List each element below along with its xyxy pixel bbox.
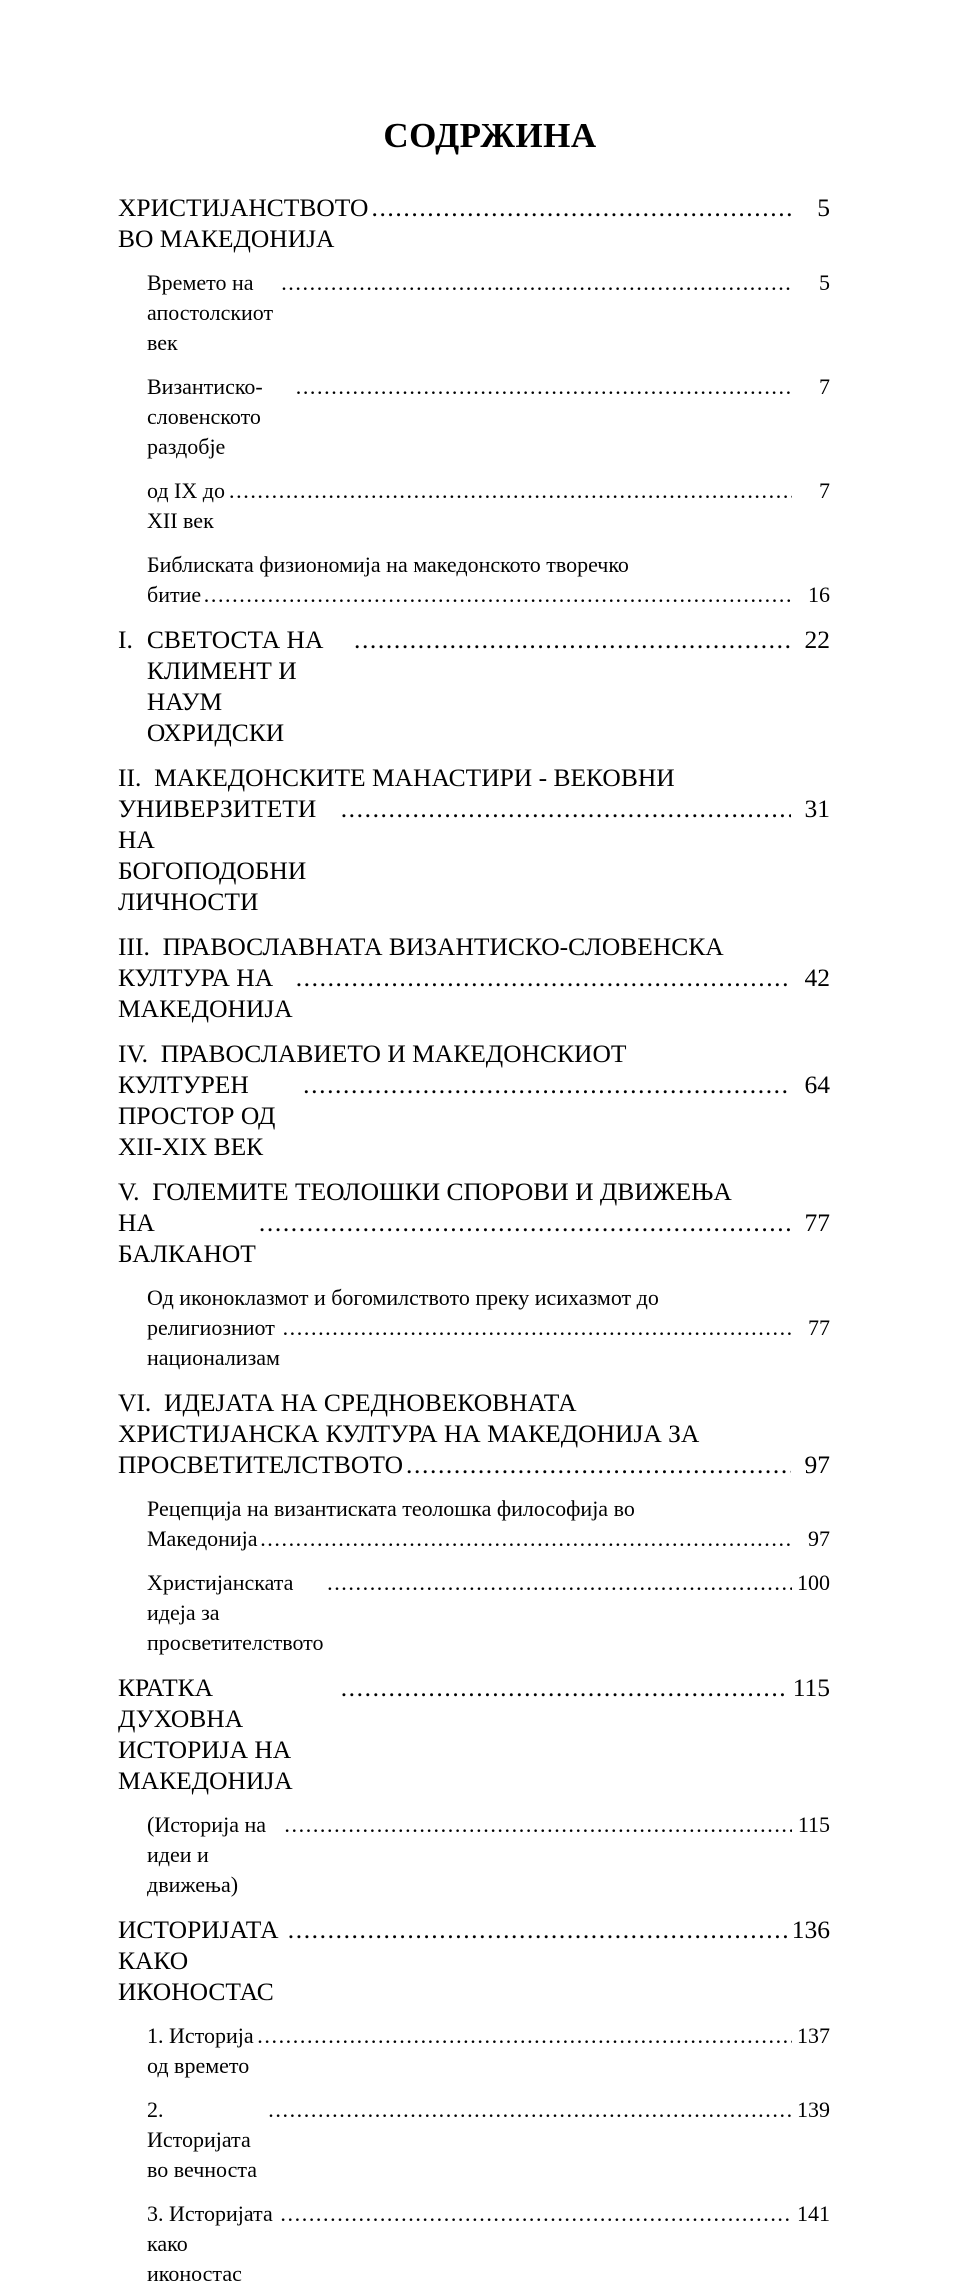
- toc-entry-label: религиозниот национализам: [147, 1315, 281, 1370]
- toc-entry-row: [118, 1207, 830, 1269]
- dot-leader: [288, 1914, 787, 1945]
- toc-entry-row: [118, 624, 830, 748]
- toc-entry-label: КУЛТУРА НА МАКЕДОНИЈА: [118, 963, 293, 1023]
- dot-leader: [296, 372, 792, 402]
- toc-entry-row: [147, 1568, 830, 1658]
- toc-entry-label: Византиско-словенското раздобје: [147, 374, 267, 459]
- toc-entry-row: [118, 192, 830, 254]
- toc-entry-page-number: 7: [819, 374, 830, 399]
- toc-entry-label: од IX до XII век: [147, 478, 231, 533]
- toc-entry-row: [147, 580, 830, 610]
- dot-leader: [341, 793, 792, 824]
- toc-entry[interactable]: [147, 1568, 830, 1658]
- toc-entry[interactable]: [147, 476, 830, 536]
- dot-leader: [371, 192, 791, 223]
- dot-leader: [354, 624, 791, 655]
- toc-entry[interactable]: [118, 1914, 830, 2007]
- toc-entry-row: [147, 2021, 830, 2081]
- toc-entry-label: (Историја на идеи и движења): [147, 1812, 272, 1897]
- toc-entry-label: КУЛТУРЕН ПРОСТОР ОД XII-XIX ВЕК: [118, 1070, 282, 1161]
- dot-leader: [303, 1069, 791, 1100]
- dot-leader: [259, 1207, 792, 1238]
- toc-entry-page-number: 5: [817, 193, 830, 222]
- toc-entry-label: 3. Историјата како иконостас: [147, 2201, 279, 2286]
- toc-entry-line: V. ГОЛЕМИТЕ ТЕОЛОШКИ СПОРОВИ И ДВИЖЕЊА: [118, 1177, 732, 1206]
- dot-leader: [406, 1449, 791, 1480]
- toc-entry-row: [118, 1672, 830, 1796]
- toc-entry-label: битие: [147, 582, 202, 607]
- dot-leader: [260, 1524, 792, 1554]
- toc-entry-label: УНИВЕРЗИТЕТИ НА БОГОПОДОБНИ ЛИЧНОСТИ: [118, 794, 323, 916]
- toc-entry-row: [147, 268, 830, 358]
- dot-leader: [204, 580, 792, 610]
- toc-entry-page-number: 97: [808, 1526, 830, 1551]
- toc-entry[interactable]: [147, 2021, 830, 2081]
- toc-entry-label: НА БАЛКАНОТ: [118, 1208, 256, 1268]
- toc-entry-line: VI. ИДЕЈАТА НА СРЕДНОВЕКОВНАТА: [118, 1388, 577, 1417]
- toc-entry-page-number: 97: [804, 1450, 830, 1479]
- toc-entry-page-number: 115: [792, 1673, 830, 1702]
- toc-entry-line: IV. ПРАВОСЛАВИЕТО И МАКЕДОНСКИОТ: [118, 1039, 627, 1068]
- toc-entry[interactable]: [147, 372, 830, 462]
- dot-leader: [257, 2021, 792, 2051]
- toc-entry[interactable]: [147, 550, 830, 610]
- toc-entry-page-number: 115: [797, 1812, 830, 1837]
- dot-leader: [296, 962, 792, 993]
- toc-entry-numeral: I.: [118, 625, 133, 654]
- toc-entry[interactable]: [118, 762, 830, 917]
- toc-entry-line: II. МАКЕДОНСКИТЕ МАНАСТИРИ - ВЕКОВНИ: [118, 763, 675, 792]
- toc-entry-label: КРАТКА ДУХОВНА ИСТОРИЈА НА МАКЕДОНИЈА: [118, 1673, 298, 1795]
- dot-leader: [283, 1313, 792, 1343]
- toc-entry-page-number: 42: [804, 963, 830, 992]
- toc-entry[interactable]: [147, 1494, 830, 1554]
- toc-entry[interactable]: [118, 1176, 830, 1269]
- toc-entry-label: 1. Историја од времето: [147, 2023, 260, 2078]
- toc-entry-page-number: 100: [797, 1570, 830, 1595]
- toc-entry-row: [147, 1810, 830, 1900]
- dot-leader: [281, 268, 792, 298]
- toc-entry-label: ПРОСВЕТИТЕЛСТВОТО: [118, 1450, 403, 1479]
- toc-entry-row: [147, 372, 830, 462]
- toc-entry-row: [118, 1914, 830, 2007]
- dot-leader: [341, 1672, 788, 1703]
- dot-leader: [229, 476, 792, 506]
- toc-entry-line: Од иконоклазмот и богомилството преку исихазмот до: [147, 1285, 659, 1310]
- toc-entry-page-number: 31: [804, 794, 830, 823]
- toc-entry-row: [147, 476, 830, 536]
- toc-entry[interactable]: [118, 1387, 830, 1480]
- toc-entry-line: ХРИСТИЈАНСКА КУЛТУРА НА МАКЕДОНИЈА ЗА: [118, 1419, 700, 1448]
- toc-entry-page-number: 137: [797, 2023, 830, 2048]
- toc-entry[interactable]: [118, 1672, 830, 1796]
- toc-entry-row: [147, 2095, 830, 2185]
- toc-entry-page-number: 136: [791, 1915, 830, 1944]
- toc-entry-label: Христијанската идеја за просветителството: [147, 1570, 324, 1655]
- toc-entry[interactable]: [147, 268, 830, 358]
- toc-entry-row: [147, 1524, 830, 1554]
- toc-entry[interactable]: [147, 2199, 830, 2289]
- toc-entry[interactable]: [118, 931, 830, 1024]
- toc-entry-page-number: 139: [797, 2097, 830, 2122]
- toc-entry-label: Времето на апостолскиот век: [147, 270, 279, 355]
- toc-entry-label: Македонија: [147, 1526, 258, 1551]
- toc-entry-row: [147, 1313, 830, 1373]
- dot-leader: [280, 2199, 792, 2229]
- dot-leader: [284, 1810, 792, 1840]
- toc-entry-page-number: 16: [808, 582, 830, 607]
- toc-entry-line: Библиската физиономија на македонското творечко: [147, 552, 629, 577]
- toc-entry[interactable]: [118, 624, 830, 748]
- toc-entry-line: Рецепција на византиската теолошка философија во: [147, 1496, 635, 1521]
- toc-list: [118, 192, 830, 2289]
- toc-entry-row: [118, 962, 830, 1024]
- toc-entry-row: [147, 2199, 830, 2289]
- toc-entry-page-number: 5: [819, 270, 830, 295]
- toc-entry[interactable]: [118, 192, 830, 254]
- toc-entry[interactable]: [147, 1810, 830, 1900]
- dot-leader: [327, 1568, 792, 1598]
- toc-entry-row: [118, 1449, 830, 1480]
- page-title: СОДРЖИНА: [383, 116, 597, 155]
- dot-leader: [268, 2095, 792, 2125]
- toc-entry-label: ХРИСТИЈАНСТВОТО ВО МАКЕДОНИЈА: [118, 193, 375, 253]
- toc-entry[interactable]: [147, 1283, 830, 1373]
- toc-entry-label: СВЕТОСТА НА КЛИМЕНТ И НАУМ ОХРИДСКИ: [146, 625, 330, 747]
- toc-entry-page-number: 77: [808, 1315, 830, 1340]
- toc-entry-page-number: 64: [804, 1070, 830, 1099]
- toc-entry-page-number: 77: [804, 1208, 830, 1237]
- toc-entry-page-number: 7: [819, 478, 830, 503]
- toc-entry[interactable]: [147, 2095, 830, 2185]
- toc-entry-page-number: 141: [797, 2201, 830, 2226]
- toc-entry-row: [118, 793, 830, 917]
- toc-entry-page-number: 22: [804, 625, 830, 654]
- toc-entry-line: III. ПРАВОСЛАВНАТА ВИЗАНТИСКО-СЛОВЕНСКА: [118, 932, 724, 961]
- toc-entry-row: [118, 1069, 830, 1162]
- toc-entry[interactable]: [118, 1038, 830, 1162]
- toc-entry-label: ИСТОРИЈАТА КАКО ИКОНОСТАС: [118, 1915, 285, 2006]
- toc-entry-label: 2. Историјата во вечноста: [147, 2097, 258, 2182]
